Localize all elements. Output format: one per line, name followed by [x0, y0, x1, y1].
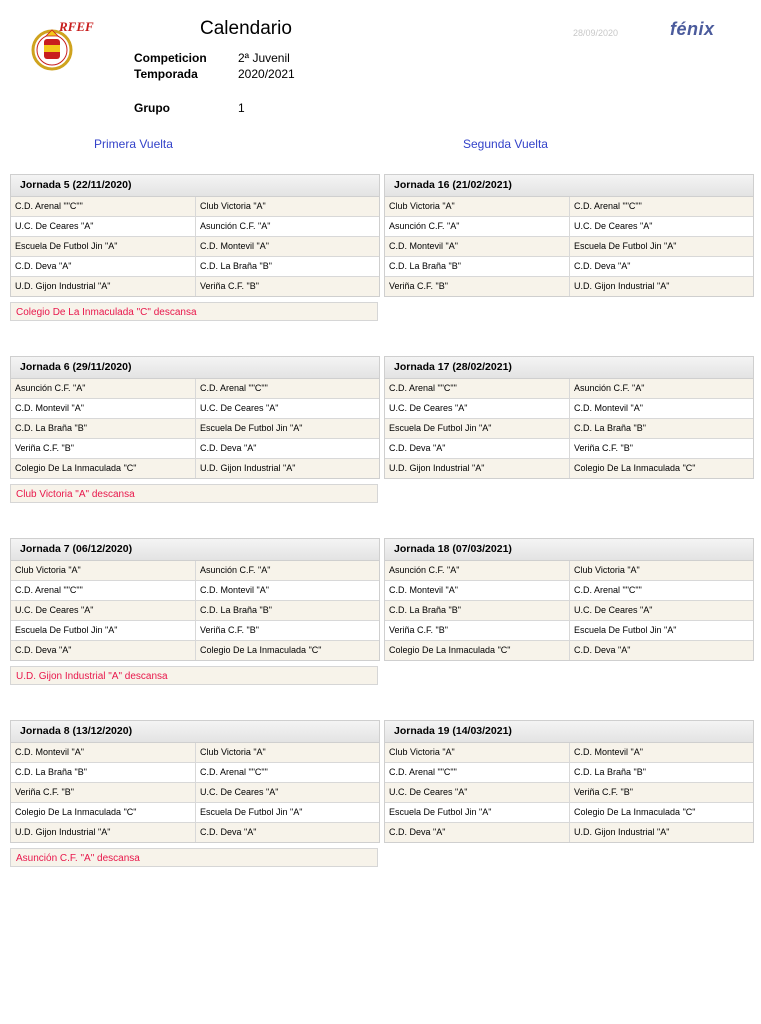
match-row	[11, 640, 379, 660]
home-team: Escuela De Futbol Jin "A"	[389, 423, 492, 433]
away-team: Colegio De La Inmaculada "C"	[195, 641, 379, 660]
away-team: C.D. Deva "A"	[195, 439, 379, 458]
away-team: Escuela De Futbol Jin "A"	[195, 419, 379, 438]
away-team: U.C. De Ceares "A"	[195, 783, 379, 802]
away-team: C.D. Montevil "A"	[569, 743, 753, 762]
svg-text:RFEF: RFEF	[59, 19, 94, 34]
home-team: C.D. La Braña "B"	[15, 767, 87, 777]
away-team: C.D. Deva "A"	[569, 257, 753, 276]
home-team: C.D. Montevil "A"	[389, 241, 458, 251]
away-team: C.D. Deva "A"	[569, 641, 753, 660]
competicion-value: 2ª Juvenil	[238, 51, 290, 65]
away-team: Escuela De Futbol Jin "A"	[195, 803, 379, 822]
match-row	[385, 398, 753, 418]
match-row	[11, 620, 379, 640]
jornada-title: Jornada 7 (06/12/2020)	[11, 539, 379, 561]
jornada-table	[384, 538, 754, 661]
home-team: Escuela De Futbol Jin "A"	[15, 625, 118, 635]
away-team: Club Victoria "A"	[195, 743, 379, 762]
match-row	[385, 418, 753, 438]
match-row	[385, 782, 753, 802]
jornada-table	[384, 720, 754, 843]
away-team: C.D. Arenal ""C""	[195, 379, 379, 398]
match-row	[11, 276, 379, 296]
home-team: Club Victoria "A"	[15, 565, 81, 575]
home-team: C.D. Arenal ""C""	[389, 767, 457, 777]
jornada-table	[10, 174, 380, 297]
home-team: C.D. Deva "A"	[389, 443, 446, 453]
away-team: C.D. La Braña "B"	[569, 419, 753, 438]
away-team: U.C. De Ceares "A"	[569, 217, 753, 236]
home-team: C.D. Montevil "A"	[389, 585, 458, 595]
jornada-title: Jornada 18 (07/03/2021)	[385, 539, 753, 561]
primera-vuelta-heading: Primera Vuelta	[94, 137, 173, 151]
grupo-label: Grupo	[134, 101, 170, 115]
match-row	[385, 762, 753, 782]
home-team: U.C. De Ceares "A"	[389, 787, 468, 797]
jornada-table	[384, 174, 754, 297]
away-team: C.D. La Braña "B"	[195, 601, 379, 620]
home-team: U.C. De Ceares "A"	[15, 605, 94, 615]
home-team: U.D. Gijon Industrial "A"	[389, 463, 485, 473]
away-team: C.D. Arenal ""C""	[569, 581, 753, 600]
home-team: Colegio De La Inmaculada "C"	[15, 463, 137, 473]
away-team: C.D. Montevil "A"	[195, 581, 379, 600]
away-team: C.D. Montevil "A"	[195, 237, 379, 256]
away-team: Escuela De Futbol Jin "A"	[569, 621, 753, 640]
away-team: Asunción C.F. "A"	[569, 379, 753, 398]
home-team: Colegio De La Inmaculada "C"	[389, 645, 511, 655]
away-team: U.D. Gijon Industrial "A"	[195, 459, 379, 478]
match-row	[385, 561, 753, 580]
match-row	[385, 640, 753, 660]
home-team: C.D. La Braña "B"	[389, 261, 461, 271]
match-row	[385, 236, 753, 256]
match-row	[385, 743, 753, 762]
home-team: Club Victoria "A"	[389, 747, 455, 757]
match-row	[11, 822, 379, 842]
match-row	[385, 458, 753, 478]
print-date: 28/09/2020	[573, 28, 619, 38]
competicion-label: Competicion	[134, 51, 207, 65]
jornada-table	[384, 356, 754, 479]
away-team: Asunción C.F. "A"	[195, 561, 379, 580]
match-row	[385, 580, 753, 600]
match-row	[11, 236, 379, 256]
home-team: Veriña C.F. "B"	[15, 443, 74, 453]
match-row	[11, 600, 379, 620]
away-team: Club Victoria "A"	[195, 197, 379, 216]
home-team: Asunción C.F. "A"	[389, 565, 460, 575]
away-team: Club Victoria "A"	[569, 561, 753, 580]
segunda-vuelta-heading: Segunda Vuelta	[463, 137, 548, 151]
match-row	[11, 802, 379, 822]
home-team: Veriña C.F. "B"	[389, 625, 448, 635]
home-team: Asunción C.F. "A"	[389, 221, 460, 231]
match-row	[11, 762, 379, 782]
away-team: Asunción C.F. "A"	[195, 217, 379, 236]
temporada-label: Temporada	[134, 67, 198, 81]
match-row	[11, 216, 379, 236]
page-title: Calendario	[200, 18, 292, 39]
home-team: C.D. Arenal ""C""	[15, 201, 83, 211]
home-team: C.D. La Braña "B"	[389, 605, 461, 615]
fenix-brand-logo: fénix	[670, 19, 715, 39]
home-team: U.C. De Ceares "A"	[389, 403, 468, 413]
home-team: C.D. Montevil "A"	[15, 747, 84, 757]
jornada-title: Jornada 8 (13/12/2020)	[11, 721, 379, 743]
home-team: C.D. Deva "A"	[15, 645, 72, 655]
jornada-title: Jornada 19 (14/03/2021)	[385, 721, 753, 743]
away-team: C.D. Montevil "A"	[569, 399, 753, 418]
home-team: U.D. Gijon Industrial "A"	[15, 281, 111, 291]
home-team: U.D. Gijon Industrial "A"	[15, 827, 111, 837]
home-team: Escuela De Futbol Jin "A"	[389, 807, 492, 817]
jornada-title: Jornada 16 (21/02/2021)	[385, 175, 753, 197]
rfef-logo	[30, 14, 94, 74]
match-row	[11, 418, 379, 438]
match-row	[11, 197, 379, 216]
away-team: C.D. Deva "A"	[195, 823, 379, 842]
match-row	[385, 276, 753, 296]
home-team: C.D. La Braña "B"	[15, 423, 87, 433]
match-row	[385, 802, 753, 822]
descansa-notice: U.D. Gijon Industrial "A" descansa	[10, 666, 378, 685]
home-team: C.D. Deva "A"	[389, 827, 446, 837]
away-team: Veriña C.F. "B"	[195, 277, 379, 296]
jornada-title: Jornada 17 (28/02/2021)	[385, 357, 753, 379]
home-team: Colegio De La Inmaculada "C"	[15, 807, 137, 817]
jornada-title: Jornada 6 (29/11/2020)	[11, 357, 379, 379]
away-team: C.D. Arenal ""C""	[569, 197, 753, 216]
home-team: C.D. Arenal ""C""	[389, 383, 457, 393]
descansa-notice: Asunción C.F. "A" descansa	[10, 848, 378, 867]
home-team: Club Victoria "A"	[389, 201, 455, 211]
away-team: C.D. Arenal ""C""	[195, 763, 379, 782]
match-row	[385, 197, 753, 216]
match-row	[11, 379, 379, 398]
match-row	[385, 379, 753, 398]
match-row	[11, 561, 379, 580]
home-team: C.D. Deva "A"	[15, 261, 72, 271]
descansa-notice: Colegio De La Inmaculada "C" descansa	[10, 302, 378, 321]
away-team: Veriña C.F. "B"	[195, 621, 379, 640]
match-row	[11, 398, 379, 418]
match-row	[385, 256, 753, 276]
away-team: Veriña C.F. "B"	[569, 783, 753, 802]
away-team: C.D. La Braña "B"	[569, 763, 753, 782]
match-row	[11, 458, 379, 478]
jornada-table	[10, 720, 380, 843]
home-team: C.D. Arenal ""C""	[15, 585, 83, 595]
away-team: U.D. Gijon Industrial "A"	[569, 823, 753, 842]
temporada-value: 2020/2021	[238, 67, 295, 81]
away-team: Colegio De La Inmaculada "C"	[569, 459, 753, 478]
away-team: U.D. Gijon Industrial "A"	[569, 277, 753, 296]
jornada-table	[10, 356, 380, 479]
grupo-value: 1	[238, 101, 245, 115]
match-row	[385, 600, 753, 620]
match-row	[11, 256, 379, 276]
away-team: U.C. De Ceares "A"	[569, 601, 753, 620]
descansa-notice: Club Victoria "A" descansa	[10, 484, 378, 503]
match-row	[11, 743, 379, 762]
home-team: C.D. Montevil "A"	[15, 403, 84, 413]
away-team: U.C. De Ceares "A"	[195, 399, 379, 418]
jornada-title: Jornada 5 (22/11/2020)	[11, 175, 379, 197]
match-row	[385, 822, 753, 842]
away-team: Colegio De La Inmaculada "C"	[569, 803, 753, 822]
match-row	[11, 438, 379, 458]
home-team: Veriña C.F. "B"	[389, 281, 448, 291]
away-team: C.D. La Braña "B"	[195, 257, 379, 276]
home-team: U.C. De Ceares "A"	[15, 221, 94, 231]
match-row	[385, 620, 753, 640]
match-row	[11, 782, 379, 802]
match-row	[11, 580, 379, 600]
match-row	[385, 438, 753, 458]
match-row	[385, 216, 753, 236]
away-team: Veriña C.F. "B"	[569, 439, 753, 458]
away-team: Escuela De Futbol Jin "A"	[569, 237, 753, 256]
home-team: Escuela De Futbol Jin "A"	[15, 241, 118, 251]
jornada-table	[10, 538, 380, 661]
home-team: Asunción C.F. "A"	[15, 383, 86, 393]
home-team: Veriña C.F. "B"	[15, 787, 74, 797]
